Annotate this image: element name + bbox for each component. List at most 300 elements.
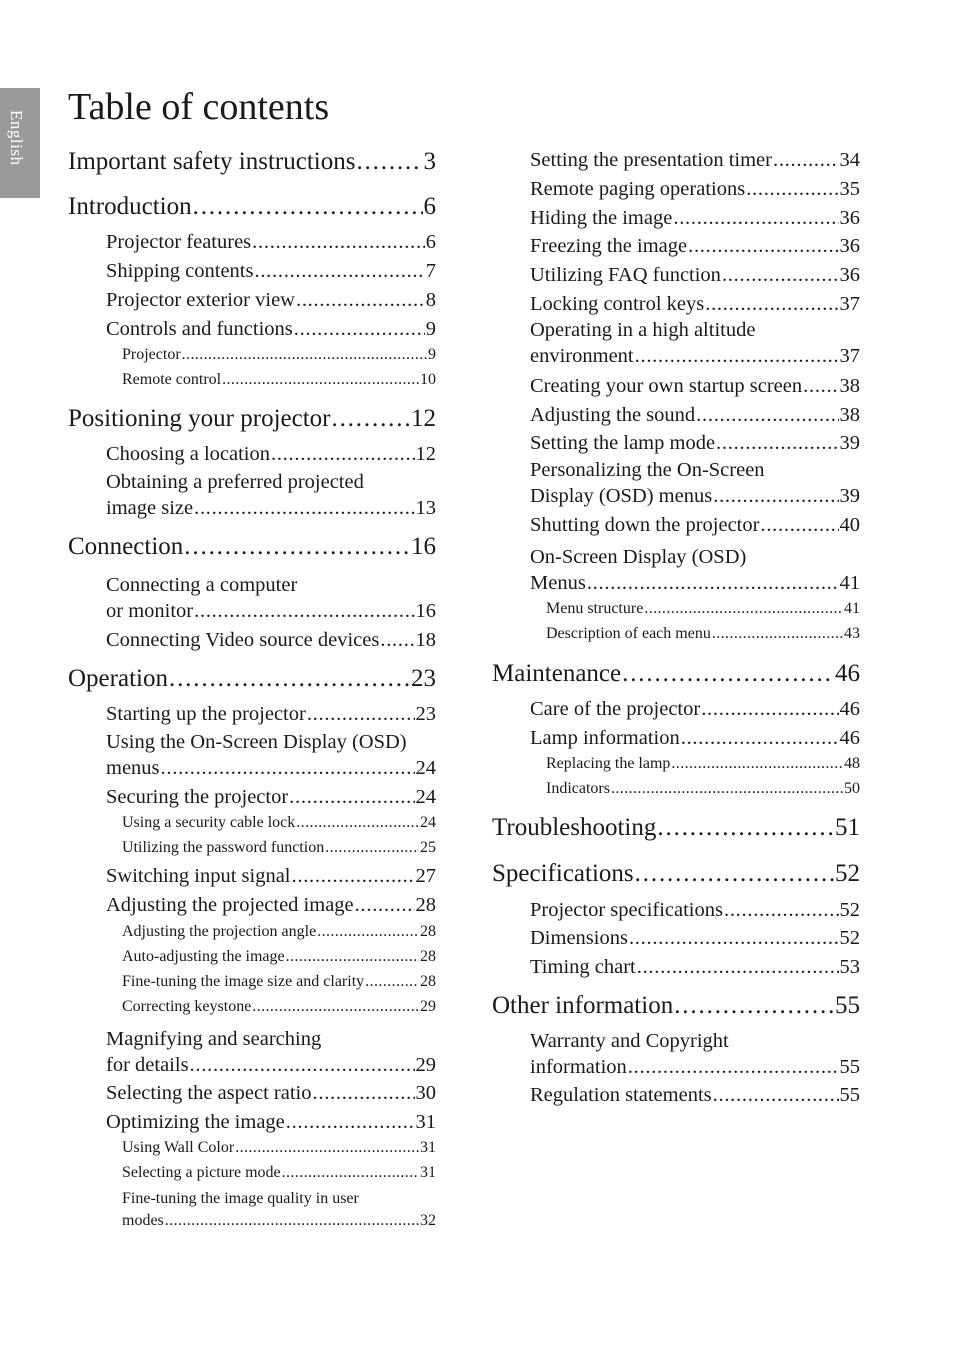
toc-entry-row bbox=[122, 1162, 436, 1184]
dot-leader bbox=[194, 598, 414, 624]
toc-entry-title: Indicators bbox=[546, 780, 610, 797]
toc-entry-row bbox=[122, 1137, 436, 1159]
dot-leader bbox=[169, 663, 410, 695]
toc-entry-title: Adjusting the projected image bbox=[106, 894, 354, 916]
toc-entry-title-line: Connecting a computer bbox=[106, 574, 298, 596]
dot-leader bbox=[635, 343, 839, 369]
toc-entry-obtaining-a-preferred-projected-image-size[interactable] bbox=[106, 469, 436, 521]
toc-entry-row bbox=[106, 701, 436, 727]
toc-entry-title-line: On-Screen Display (OSD) bbox=[530, 546, 747, 568]
toc-entry-title: Projector specifications bbox=[530, 899, 723, 921]
toc-entry-title: Projector exterior view bbox=[106, 289, 295, 311]
toc-entry-title-line: Warranty and Copyright bbox=[530, 1030, 729, 1052]
toc-entry-using-the-on-screen-display-osd-menus[interactable] bbox=[106, 729, 436, 781]
toc-entry-selecting-the-aspect-ratio[interactable] bbox=[106, 1080, 436, 1106]
toc-entry-row bbox=[106, 229, 436, 255]
toc-entry-title: modes bbox=[122, 1212, 164, 1229]
dot-leader bbox=[296, 287, 425, 313]
dot-leader bbox=[671, 753, 843, 775]
toc-entry-introduction[interactable] bbox=[68, 191, 436, 223]
toc-entry-row bbox=[68, 531, 436, 563]
toc-entry-row bbox=[530, 402, 860, 428]
toc-entry-indicators[interactable] bbox=[546, 778, 860, 800]
toc-entry-timing-chart[interactable] bbox=[530, 954, 860, 980]
toc-entry-row bbox=[492, 990, 860, 1022]
toc-entry-row bbox=[492, 658, 860, 690]
toc-page-number: 9 bbox=[425, 318, 436, 340]
toc-entry-row bbox=[530, 176, 860, 202]
toc-entry-row bbox=[530, 725, 860, 751]
toc-entry-selecting-a-picture-mode[interactable] bbox=[122, 1162, 436, 1184]
toc-entry-important-safety-instructions[interactable] bbox=[68, 146, 436, 178]
toc-entry-row bbox=[68, 191, 436, 223]
toc-page-number: 31 bbox=[420, 1164, 436, 1181]
dot-leader bbox=[746, 176, 838, 202]
toc-entry-title: Maintenance bbox=[492, 660, 622, 687]
toc-page-number: 3 bbox=[423, 148, 436, 175]
toc-entry-row bbox=[122, 921, 436, 943]
toc-entry-setting-the-lamp-mode[interactable] bbox=[530, 430, 860, 456]
toc-page-number: 52 bbox=[835, 860, 860, 887]
toc-entry-title: Menu structure bbox=[546, 600, 644, 617]
toc-entry-title: Optimizing the image bbox=[106, 1111, 285, 1133]
dot-leader bbox=[313, 1080, 415, 1106]
toc-entry-row bbox=[546, 623, 860, 645]
toc-entry-adjusting-the-sound[interactable] bbox=[530, 402, 860, 428]
toc-entry-troubleshooting[interactable] bbox=[492, 812, 860, 844]
toc-page-number: 46 bbox=[839, 727, 860, 749]
toc-entry-locking-control-keys[interactable] bbox=[530, 291, 860, 317]
toc-page-number: 34 bbox=[839, 149, 860, 171]
toc-page-number: 31 bbox=[420, 1139, 436, 1156]
toc-entry-title: Controls and functions bbox=[106, 318, 293, 340]
toc-entry-on-screen-display-osd-menus[interactable] bbox=[530, 544, 860, 596]
dot-leader bbox=[289, 784, 414, 810]
toc-entry-title: Positioning your projector bbox=[68, 405, 331, 432]
toc-entry-personalizing-the-on-screen-display-osd-menus[interactable] bbox=[530, 457, 860, 509]
dot-leader bbox=[713, 483, 838, 509]
dot-leader bbox=[724, 897, 839, 923]
toc-entry-adjusting-the-projection-angle[interactable] bbox=[122, 921, 436, 943]
dot-leader bbox=[681, 725, 839, 751]
toc-page-number: 50 bbox=[844, 780, 860, 797]
toc-entry-optimizing-the-image[interactable] bbox=[106, 1109, 436, 1135]
toc-page-number: 10 bbox=[420, 371, 436, 388]
toc-entry-row bbox=[106, 1052, 436, 1078]
toc-entry-row bbox=[492, 812, 860, 844]
toc-entry-using-a-security-cable-lock[interactable] bbox=[122, 812, 436, 834]
dot-leader bbox=[803, 373, 838, 399]
toc-entry-row bbox=[530, 262, 860, 288]
toc-entry-row bbox=[106, 441, 436, 467]
dot-leader bbox=[716, 430, 838, 456]
page-title: Table of contents bbox=[68, 86, 330, 128]
toc-entry-utilizing-faq-function[interactable] bbox=[530, 262, 860, 288]
dot-leader bbox=[365, 971, 419, 993]
toc-entry-title: Utilizing the password function bbox=[122, 839, 325, 856]
toc-entry-title: Freezing the image bbox=[530, 235, 688, 257]
toc-entry-title: Adjusting the sound bbox=[530, 404, 696, 426]
toc-entry-title: Connection bbox=[68, 533, 184, 560]
toc-entry-row bbox=[106, 755, 436, 781]
toc-entry-title: Using Wall Color bbox=[122, 1139, 235, 1156]
toc-page-number: 28 bbox=[420, 973, 436, 990]
toc-entry-connecting-a-computer-or-monitor[interactable] bbox=[106, 572, 436, 624]
toc-page-number: 18 bbox=[415, 629, 436, 651]
toc-entry-title: Choosing a location bbox=[106, 443, 270, 465]
toc-page-number: 8 bbox=[425, 289, 436, 311]
toc-entry-row bbox=[492, 858, 860, 890]
toc-page-number: 55 bbox=[839, 1084, 860, 1106]
toc-entry-title: or monitor bbox=[106, 600, 194, 622]
toc-entry-title-line: Fine-tuning the image quality in user bbox=[122, 1190, 359, 1207]
toc-entry-projector-specifications[interactable] bbox=[530, 897, 860, 923]
dot-leader bbox=[657, 812, 834, 844]
dot-leader bbox=[701, 696, 838, 722]
toc-page-number: 32 bbox=[420, 1212, 436, 1229]
toc-entry-title: Menus bbox=[530, 572, 586, 594]
toc-entry-title: Projector features bbox=[106, 231, 252, 253]
toc-page-number: 51 bbox=[835, 814, 860, 841]
toc-page-number: 12 bbox=[415, 443, 436, 465]
dot-leader bbox=[637, 954, 839, 980]
toc-entry-connection[interactable] bbox=[68, 531, 436, 563]
dot-leader bbox=[760, 512, 838, 538]
toc-entry-controls-and-functions[interactable] bbox=[106, 316, 436, 342]
toc-entry-row bbox=[68, 403, 436, 435]
toc-entry-row bbox=[68, 146, 436, 178]
toc-page-number: 7 bbox=[425, 260, 436, 282]
toc-entry-row bbox=[530, 205, 860, 231]
dot-leader bbox=[292, 863, 415, 889]
toc-entry-operating-in-a-high-altitude-environment[interactable] bbox=[530, 317, 860, 369]
toc-page-number: 29 bbox=[420, 998, 436, 1015]
toc-entry-description-of-each-menu[interactable] bbox=[546, 623, 860, 645]
toc-entry-row bbox=[546, 753, 860, 775]
toc-entry-title-line: Personalizing the On-Screen bbox=[530, 459, 765, 481]
dot-leader bbox=[286, 946, 419, 968]
toc-entry-title: Adjusting the projection angle bbox=[122, 923, 317, 940]
toc-page-number: 36 bbox=[839, 235, 860, 257]
dot-leader bbox=[296, 812, 419, 834]
toc-page-number: 37 bbox=[839, 345, 860, 367]
toc-entry-maintenance[interactable] bbox=[492, 658, 860, 690]
toc-page-number: 41 bbox=[844, 600, 860, 617]
toc-entry-choosing-a-location[interactable] bbox=[106, 441, 436, 467]
toc-entry-row bbox=[106, 495, 436, 521]
toc-entry-title: Troubleshooting bbox=[492, 814, 657, 841]
toc-entry-title: Selecting the aspect ratio bbox=[106, 1082, 312, 1104]
toc-page-number: 43 bbox=[844, 625, 860, 642]
toc-page-number: 24 bbox=[420, 814, 436, 831]
toc-entry-other-information[interactable] bbox=[492, 990, 860, 1022]
toc-entry-row bbox=[106, 863, 436, 889]
toc-entry-projector-exterior-view[interactable] bbox=[106, 287, 436, 313]
toc-entry-using-wall-color[interactable] bbox=[122, 1137, 436, 1159]
dot-leader bbox=[282, 1162, 419, 1184]
toc-entry-title: information bbox=[530, 1056, 627, 1078]
dot-leader bbox=[674, 990, 834, 1022]
toc-page-number: 39 bbox=[839, 432, 860, 454]
toc-entry-row bbox=[106, 784, 436, 810]
toc-entry-title: Shipping contents bbox=[106, 260, 254, 282]
toc-entry-row bbox=[122, 812, 436, 834]
language-tab bbox=[0, 88, 40, 198]
toc-entry-menu-structure[interactable] bbox=[546, 598, 860, 620]
dot-leader bbox=[325, 837, 419, 859]
toc-entry-row bbox=[106, 287, 436, 313]
toc-entry-setting-the-presentation-timer[interactable] bbox=[530, 147, 860, 173]
toc-page-number: 52 bbox=[839, 899, 860, 921]
toc-page-number: 37 bbox=[839, 293, 860, 315]
toc-entry-adjusting-the-projected-image[interactable] bbox=[106, 892, 436, 918]
toc-entry-title: Utilizing FAQ function bbox=[530, 264, 721, 286]
toc-page-number: 36 bbox=[839, 264, 860, 286]
toc-entry-row bbox=[106, 258, 436, 284]
toc-entry-row bbox=[106, 598, 436, 624]
toc-page-number: 36 bbox=[839, 207, 860, 229]
toc-page-number: 55 bbox=[839, 1056, 860, 1078]
toc-page-number: 13 bbox=[415, 497, 436, 519]
toc-entry-title-line: Operating in a high altitude bbox=[530, 319, 756, 341]
toc-entry-shipping-contents[interactable] bbox=[106, 258, 436, 284]
toc-entry-regulation-statements[interactable] bbox=[530, 1082, 860, 1108]
dot-leader bbox=[773, 147, 839, 173]
dot-leader bbox=[622, 658, 834, 690]
toc-page-number: 6 bbox=[423, 193, 436, 220]
toc-entry-title: Switching input signal bbox=[106, 865, 291, 887]
toc-entry-operation[interactable] bbox=[68, 663, 436, 695]
toc-entry-title-line: Obtaining a preferred projected bbox=[106, 471, 364, 493]
dot-leader bbox=[184, 531, 410, 563]
dot-leader bbox=[235, 1137, 419, 1159]
toc-page-number: 55 bbox=[835, 992, 860, 1019]
toc-entry-hiding-the-image[interactable] bbox=[530, 205, 860, 231]
toc-entry-title: Regulation statements bbox=[530, 1084, 712, 1106]
toc-page-number: 40 bbox=[839, 514, 860, 536]
toc-entry-title: Correcting keystone bbox=[122, 998, 252, 1015]
toc-entry-title: Care of the projector bbox=[530, 698, 701, 720]
toc-entry-title: Dimensions bbox=[530, 927, 628, 949]
dot-leader bbox=[182, 344, 427, 366]
toc-entry-row bbox=[530, 291, 860, 317]
toc-entry-magnifying-and-searching-for-details[interactable] bbox=[106, 1026, 436, 1078]
toc-entry-row bbox=[122, 369, 436, 391]
toc-entry-row bbox=[530, 925, 860, 951]
toc-page-number: 35 bbox=[839, 178, 860, 200]
toc-page-number: 24 bbox=[415, 786, 436, 808]
toc-entry-fine-tuning-the-image-quality-in-user-modes[interactable] bbox=[122, 1188, 436, 1232]
toc-entry-row bbox=[530, 954, 860, 980]
toc-entry-title: for details bbox=[106, 1054, 189, 1076]
dot-leader bbox=[356, 146, 422, 178]
toc-entry-title: Important safety instructions bbox=[68, 148, 356, 175]
toc-entry-utilizing-the-password-function[interactable] bbox=[122, 837, 436, 859]
language-tab-label: English bbox=[7, 110, 26, 166]
toc-entry-title: environment bbox=[530, 345, 634, 367]
dot-leader bbox=[644, 598, 843, 620]
toc-entry-row bbox=[530, 233, 860, 259]
dot-leader bbox=[331, 403, 410, 435]
dot-leader bbox=[307, 701, 415, 727]
toc-entry-remote-control[interactable] bbox=[122, 369, 436, 391]
toc-entry-row bbox=[530, 430, 860, 456]
toc-page-number: 53 bbox=[839, 956, 860, 978]
toc-entry-row bbox=[122, 344, 436, 366]
toc-entry-row bbox=[68, 663, 436, 695]
toc-entry-title: Starting up the projector bbox=[106, 703, 306, 725]
toc-page-number: 52 bbox=[839, 927, 860, 949]
toc-entry-freezing-the-image[interactable] bbox=[530, 233, 860, 259]
toc-entry-switching-input-signal[interactable] bbox=[106, 863, 436, 889]
toc-entry-title: Locking control keys bbox=[530, 293, 705, 315]
toc-entry-remote-paging-operations[interactable] bbox=[530, 176, 860, 202]
toc-entry-fine-tuning-the-image-size-and-clarity[interactable] bbox=[122, 971, 436, 993]
toc-entry-creating-your-own-startup-screen[interactable] bbox=[530, 373, 860, 399]
toc-page-number: 28 bbox=[415, 894, 436, 916]
toc-entry-title: Timing chart bbox=[530, 956, 636, 978]
toc-entry-lamp-information[interactable] bbox=[530, 725, 860, 751]
dot-leader bbox=[635, 858, 834, 890]
toc-page-number: 24 bbox=[415, 757, 436, 779]
toc-page-number: 16 bbox=[411, 533, 436, 560]
toc-entry-title: menus bbox=[106, 757, 160, 779]
dot-leader bbox=[286, 1109, 415, 1135]
toc-page-number: 38 bbox=[839, 375, 860, 397]
dot-leader bbox=[355, 892, 415, 918]
toc-page-number: 46 bbox=[839, 698, 860, 720]
toc-page-number: 25 bbox=[420, 839, 436, 856]
toc-entry-title: Using a security cable lock bbox=[122, 814, 296, 831]
toc-page-number: 23 bbox=[415, 703, 436, 725]
dot-leader bbox=[611, 778, 843, 800]
dot-leader bbox=[252, 229, 425, 255]
toc-entry-title: image size bbox=[106, 497, 194, 519]
toc-entry-title: Creating your own startup screen bbox=[530, 375, 803, 397]
toc-entry-connecting-video-source-devices[interactable] bbox=[106, 627, 436, 653]
toc-entry-starting-up-the-projector[interactable] bbox=[106, 701, 436, 727]
toc-page-number: 6 bbox=[425, 231, 436, 253]
dot-leader bbox=[254, 258, 424, 284]
toc-entry-care-of-the-projector[interactable] bbox=[530, 696, 860, 722]
toc-entry-title: Display (OSD) menus bbox=[530, 485, 713, 507]
toc-entry-row bbox=[530, 147, 860, 173]
toc-entry-auto-adjusting-the-image[interactable] bbox=[122, 946, 436, 968]
toc-page-number: 9 bbox=[428, 346, 436, 363]
toc-entry-title: Connecting Video source devices bbox=[106, 629, 380, 651]
toc-entry-replacing-the-lamp[interactable] bbox=[546, 753, 860, 775]
toc-entry-title: Lamp information bbox=[530, 727, 680, 749]
dot-leader bbox=[696, 402, 838, 428]
toc-entry-title: Projector bbox=[122, 346, 181, 363]
dot-leader bbox=[712, 623, 843, 645]
toc-entry-securing-the-projector[interactable] bbox=[106, 784, 436, 810]
dot-leader bbox=[713, 1082, 839, 1108]
dot-leader bbox=[193, 191, 423, 223]
dot-leader bbox=[165, 1210, 419, 1232]
toc-entry-title: Introduction bbox=[68, 193, 192, 220]
toc-page-number: 30 bbox=[415, 1082, 436, 1104]
toc-entry-projector[interactable] bbox=[122, 344, 436, 366]
toc-page-number: 31 bbox=[415, 1111, 436, 1133]
toc-entry-row bbox=[530, 512, 860, 538]
toc-page-number: 16 bbox=[415, 600, 436, 622]
dot-leader bbox=[705, 291, 838, 317]
dot-leader bbox=[722, 262, 839, 288]
toc-page-number: 46 bbox=[835, 660, 860, 687]
toc-entry-row bbox=[530, 570, 860, 596]
toc-page-number: 28 bbox=[420, 923, 436, 940]
toc-entry-row bbox=[106, 1109, 436, 1135]
toc-entry-title: Replacing the lamp bbox=[546, 755, 671, 772]
toc-entry-title: Operation bbox=[68, 665, 168, 692]
toc-entry-dimensions[interactable] bbox=[530, 925, 860, 951]
dot-leader bbox=[673, 205, 838, 231]
toc-entry-row bbox=[106, 1080, 436, 1106]
dot-leader bbox=[688, 233, 838, 259]
toc-entry-row bbox=[530, 483, 860, 509]
toc-page-number: 41 bbox=[839, 572, 860, 594]
toc-entry-row bbox=[530, 343, 860, 369]
dot-leader bbox=[252, 996, 419, 1018]
toc-entry-title: Other information bbox=[492, 992, 674, 1019]
toc-entry-warranty-and-copyright-information[interactable] bbox=[530, 1028, 860, 1080]
toc-entry-title: Remote control bbox=[122, 371, 222, 388]
toc-entry-row bbox=[530, 1054, 860, 1080]
toc-entry-title-line: Using the On-Screen Display (OSD) bbox=[106, 731, 407, 753]
toc-entry-row bbox=[106, 627, 436, 653]
dot-leader bbox=[190, 1052, 415, 1078]
toc-page-number: 29 bbox=[415, 1054, 436, 1076]
toc-entry-row bbox=[546, 598, 860, 620]
toc-entry-title-line: Magnifying and searching bbox=[106, 1028, 322, 1050]
toc-entry-row bbox=[122, 837, 436, 859]
dot-leader bbox=[271, 441, 415, 467]
toc-entry-row bbox=[546, 778, 860, 800]
toc-entry-positioning-your-projector[interactable] bbox=[68, 403, 436, 435]
toc-page-number: 48 bbox=[844, 755, 860, 772]
dot-leader bbox=[294, 316, 425, 342]
toc-entry-title: Hiding the image bbox=[530, 207, 673, 229]
toc-entry-row bbox=[122, 946, 436, 968]
toc-entry-row bbox=[122, 1210, 436, 1232]
toc-entry-title: Selecting a picture mode bbox=[122, 1164, 281, 1181]
dot-leader bbox=[587, 570, 839, 596]
toc-entry-title: Description of each menu bbox=[546, 625, 711, 642]
toc-page-number: 12 bbox=[411, 405, 436, 432]
toc-entry-row bbox=[530, 1082, 860, 1108]
toc-page-number: 39 bbox=[839, 485, 860, 507]
toc-page-number: 27 bbox=[415, 865, 436, 887]
toc-entry-title: Specifications bbox=[492, 860, 634, 887]
dot-leader bbox=[317, 921, 419, 943]
toc-entry-shutting-down-the-projector[interactable] bbox=[530, 512, 860, 538]
toc-page-number: 23 bbox=[411, 665, 436, 692]
dot-leader bbox=[629, 925, 839, 951]
toc-page-number: 38 bbox=[839, 404, 860, 426]
toc-entry-specifications[interactable] bbox=[492, 858, 860, 890]
toc-entry-title: Setting the lamp mode bbox=[530, 432, 716, 454]
toc-entry-title: Fine-tuning the image size and clarity bbox=[122, 973, 365, 990]
toc-entry-row bbox=[106, 316, 436, 342]
dot-leader bbox=[380, 627, 414, 653]
dot-leader bbox=[222, 369, 419, 391]
toc-entry-row bbox=[530, 897, 860, 923]
toc-entry-correcting-keystone[interactable] bbox=[122, 996, 436, 1018]
toc-entry-title: Securing the projector bbox=[106, 786, 289, 808]
toc-entry-projector-features[interactable] bbox=[106, 229, 436, 255]
toc-entry-title: Shutting down the projector bbox=[530, 514, 760, 536]
